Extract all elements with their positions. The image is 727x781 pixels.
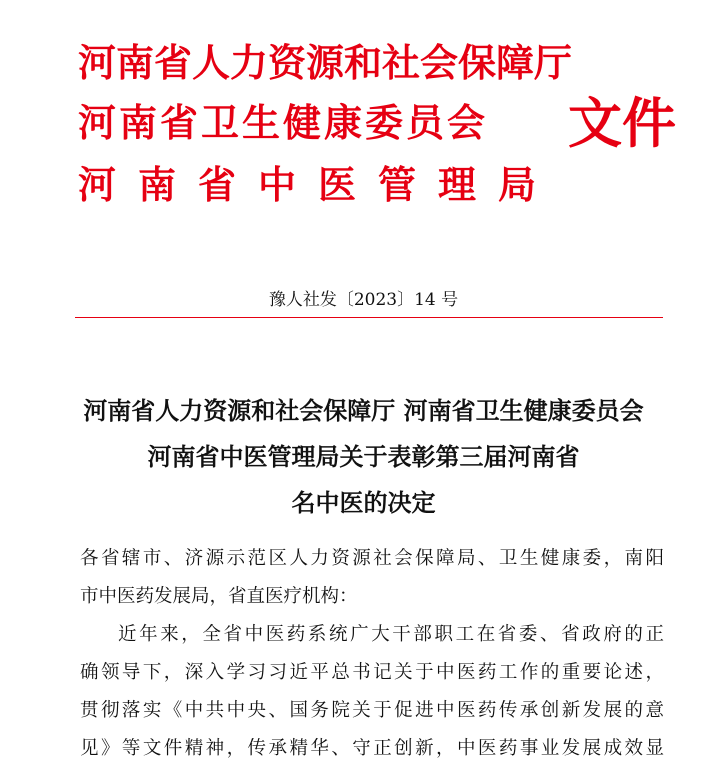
body-line: 近年来，全省中医药系统广大干部职工在省委、省政府的正 (118, 624, 664, 645)
body-line: 见》等文件精神，传承精华、守正创新，中医药事业发展成效显 (80, 738, 664, 759)
body-line: 贯彻落实《中共中央、国务院关于促进中医药传承创新发展的意 (80, 700, 664, 721)
body-line: 确领导下，深入学习习近平总书记关于中医药工作的重要论述， (80, 662, 664, 683)
document-type-label: 文件 (568, 91, 676, 155)
document-title (0, 388, 727, 526)
title-line: 河南省人力资源和社会保障厅 河南省卫生健康委员会 (83, 396, 644, 425)
body-line: 市中医药发展局，省直医疗机构： (80, 586, 358, 607)
title-line: 名中医的决定 (291, 488, 436, 517)
body-line: 各省辖市、济源示范区人力资源社会保障局、卫生健康委，南阳 (80, 548, 664, 569)
issuer-health-commission: 河南省卫生健康委员会 (78, 100, 489, 145)
issuer-hr-social-security: 河南省人力资源和社会保障厅 (78, 40, 573, 85)
title-line: 河南省中医管理局关于表彰第三届河南省 (147, 442, 580, 471)
issuer-tcm-administration: 河南省中医管理局 (78, 162, 559, 207)
document-body (80, 540, 664, 768)
header-divider (75, 317, 663, 318)
document-number: 豫人社发〔2023〕14 号 (268, 290, 459, 310)
document-header (78, 38, 678, 218)
